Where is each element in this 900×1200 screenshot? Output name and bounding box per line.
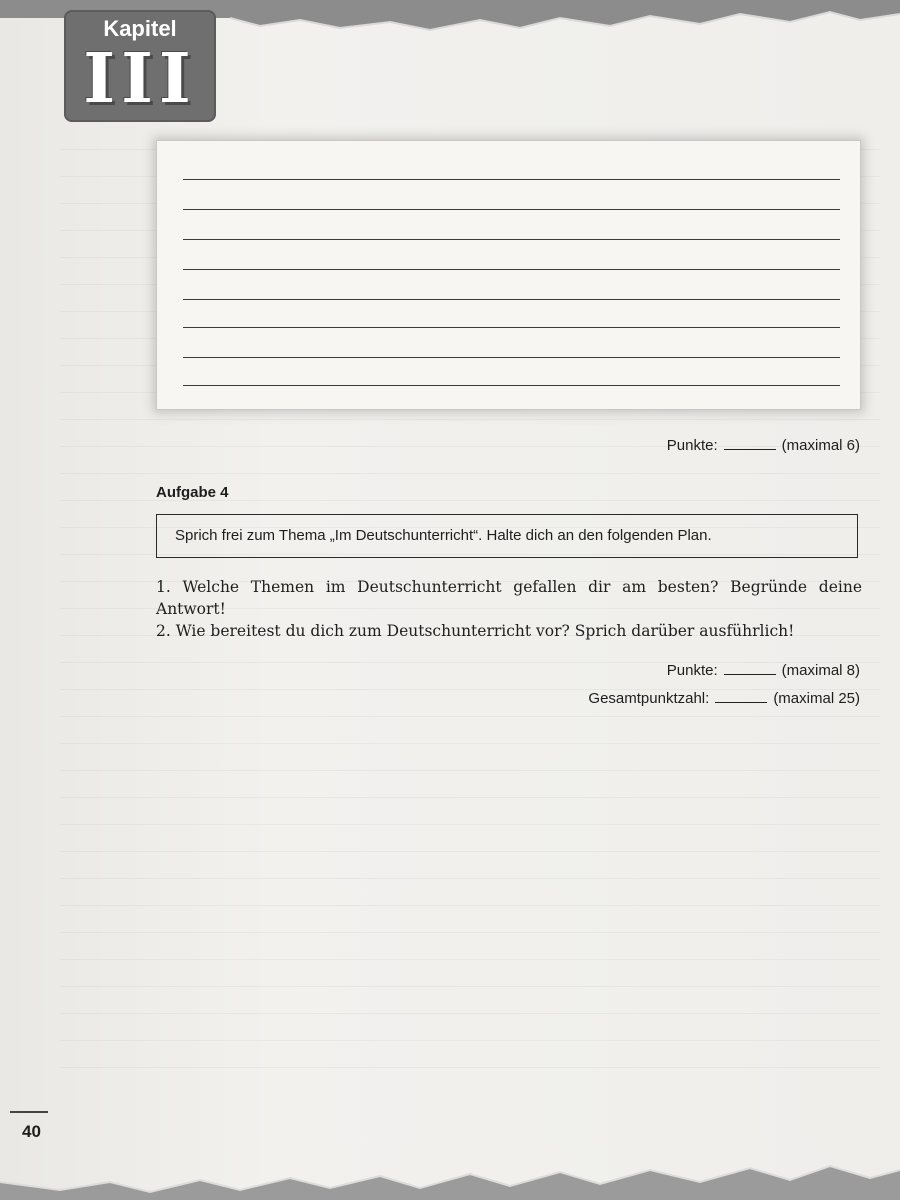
chapter-numeral: III <box>83 39 197 119</box>
writing-line[interactable] <box>183 357 840 358</box>
writing-line[interactable] <box>183 239 840 240</box>
question-item: 2. Wie bereitest du dich zum Deutschunterricht vor? Sprich darüber ausführlich! <box>156 622 795 640</box>
task4-points-line <box>667 662 860 679</box>
writing-line[interactable] <box>183 385 840 386</box>
question-list <box>156 576 862 642</box>
total-blank[interactable] <box>715 690 767 703</box>
writing-line[interactable] <box>183 179 840 180</box>
total-points-line <box>588 690 860 707</box>
writing-line[interactable] <box>183 269 840 270</box>
points-label: Punkte: <box>666 662 718 679</box>
writing-line[interactable] <box>183 299 840 300</box>
task-instruction-box <box>156 514 858 558</box>
writing-line[interactable] <box>183 209 840 210</box>
points-max: (maximal 6) <box>781 437 860 454</box>
chapter-word: Kapitel <box>103 16 177 41</box>
points-blank[interactable] <box>724 662 776 675</box>
points-max: (maximal 8) <box>781 662 860 679</box>
torn-paper-bottom <box>0 1130 900 1200</box>
total-label: Gesamtpunktzahl: <box>588 690 710 707</box>
writing-line[interactable] <box>183 327 840 328</box>
page-number-rule <box>10 1111 48 1113</box>
total-max: (maximal 25) <box>773 690 860 707</box>
question-item: 1. Welche Themen im Deutschunterricht gefallen dir am besten? Begründe deine Antwort! <box>156 578 862 618</box>
chapter-badge <box>64 10 216 122</box>
answer-writing-box <box>156 140 861 410</box>
points-blank[interactable] <box>724 437 776 450</box>
page-number: 40 <box>22 1122 41 1141</box>
task-instruction: Sprich frei zum Thema „Im Deutschunterricht“. Halte dich an den folgenden Plan. <box>175 527 712 544</box>
points-label: Punkte: <box>666 437 718 454</box>
writing-points-line <box>667 437 860 454</box>
task-heading: Aufgabe 4 <box>156 484 229 501</box>
